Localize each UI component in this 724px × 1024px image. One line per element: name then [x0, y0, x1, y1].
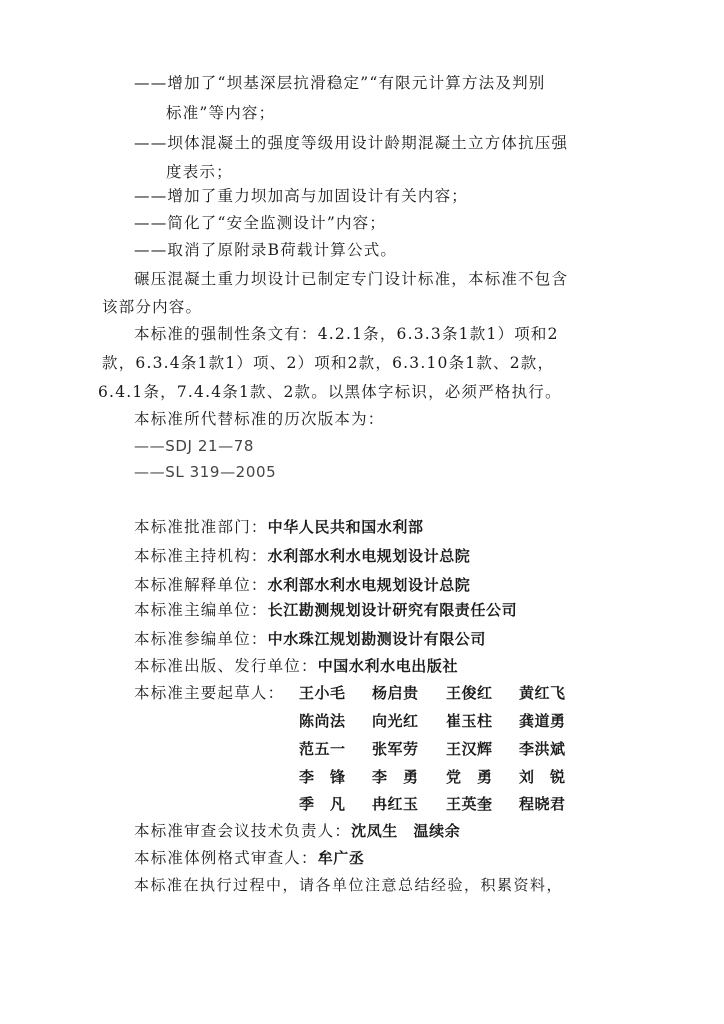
change-item: ——简化了“安全监测设计”内容； — [134, 214, 387, 232]
drafter-name: 杨启贵 — [372, 684, 419, 702]
drafter-name: 范五一 — [299, 740, 346, 758]
info-label: 本标准主编单位： — [134, 601, 268, 619]
review-lead — [134, 821, 460, 841]
info-label: 本标准批准部门： — [134, 518, 268, 536]
change-item: ——增加了“坝基深层抗滑稳定”“有限元计算方法及判别 — [134, 74, 546, 92]
info-value: 中国水利水电出版社 — [317, 657, 459, 675]
format-reviewer-value: 牟广丞 — [317, 849, 365, 867]
history-intro: 本标准所代替标准的历次版本为： — [134, 410, 385, 428]
drafter-name: 龚道勇 — [519, 712, 566, 730]
format-reviewer — [134, 848, 365, 868]
info-value: 水利部水利水电规划设计总院 — [267, 547, 471, 565]
rcc-note-line: 该部分内容。 — [102, 298, 203, 316]
publisher — [134, 656, 458, 676]
rcc-note-line: 碾压混凝土重力坝设计已制定专门设计标准，本标准不包含 — [134, 270, 569, 288]
drafter-name: 李 锋 — [299, 768, 346, 786]
change-item-continuation: 度表示； — [166, 163, 233, 181]
drafter-name: 党 勇 — [446, 768, 493, 786]
closing-line: 本标准在执行过程中，请各单位注意总结经验，积累资料， — [134, 876, 564, 894]
approval-dept — [134, 517, 424, 537]
change-item-continuation: 标准”等内容； — [166, 104, 276, 122]
drafter-name: 王英奎 — [446, 795, 493, 813]
info-value: 中华人民共和国水利部 — [267, 518, 424, 536]
info-label: 本标准出版、发行单位： — [134, 657, 318, 675]
info-value: 中水珠江规划勘测设计有限公司 — [267, 630, 487, 648]
mandatory-clauses-line: 6.4.1条，7.4.4条1款、2款。以黑体字标识，必须严格执行。 — [98, 383, 562, 401]
drafter-name: 刘 锐 — [519, 768, 566, 786]
drafter-name: 崔玉柱 — [446, 712, 493, 730]
mandatory-clauses-line: 本标准的强制性条文有：4.2.1条，6.3.3条1款1）项和2 — [134, 325, 559, 343]
review-lead-value: 沈凤生 温续余 — [351, 822, 461, 840]
drafter-name: 季 凡 — [299, 795, 346, 813]
info-label: 本标准解释单位： — [134, 576, 268, 594]
info-label: 本标准主持机构： — [134, 547, 268, 565]
drafter-name: 黄红飞 — [519, 684, 566, 702]
drafter-name: 程晓君 — [519, 795, 566, 813]
change-item: ——坝体混凝土的强度等级用设计龄期混凝土立方体抗压强 — [134, 134, 569, 152]
change-item: ——增加了重力坝加高与加固设计有关内容； — [134, 187, 469, 205]
review-lead-label: 本标准审查会议技术负责人： — [134, 822, 352, 840]
drafter-name: 王小毛 — [299, 684, 346, 702]
drafter-name: 王汉辉 — [446, 740, 493, 758]
drafter-name: 冉红玉 — [372, 795, 419, 813]
format-reviewer-label: 本标准体例格式审查人： — [134, 849, 318, 867]
change-item: ——取消了原附录B荷载计算公式。 — [134, 241, 398, 259]
drafter-name: 张军劳 — [372, 740, 419, 758]
info-value: 长江勘测规划设计研究有限责任公司 — [267, 601, 518, 619]
info-value: 水利部水利水电规划设计总院 — [267, 576, 471, 594]
drafter-name: 陈尚法 — [299, 712, 346, 730]
host-institution — [134, 546, 470, 566]
info-label: 本标准参编单位： — [134, 630, 268, 648]
drafter-name: 向光红 — [372, 712, 419, 730]
mandatory-clauses-line: 款，6.3.4条1款1）项、2）项和2款，6.3.10条1款、2款， — [102, 354, 555, 372]
drafter-name: 李 勇 — [372, 768, 419, 786]
participating-unit — [134, 629, 486, 649]
drafters-label: 本标准主要起草人： — [134, 684, 285, 702]
interpretation-unit — [134, 575, 470, 595]
chief-editor-unit — [134, 600, 517, 620]
history-item: ——SL 319—2005 — [134, 463, 277, 481]
drafter-name: 王俊红 — [446, 684, 493, 702]
history-item: ——SDJ 21—78 — [134, 437, 255, 455]
drafter-name: 李洪斌 — [519, 740, 566, 758]
